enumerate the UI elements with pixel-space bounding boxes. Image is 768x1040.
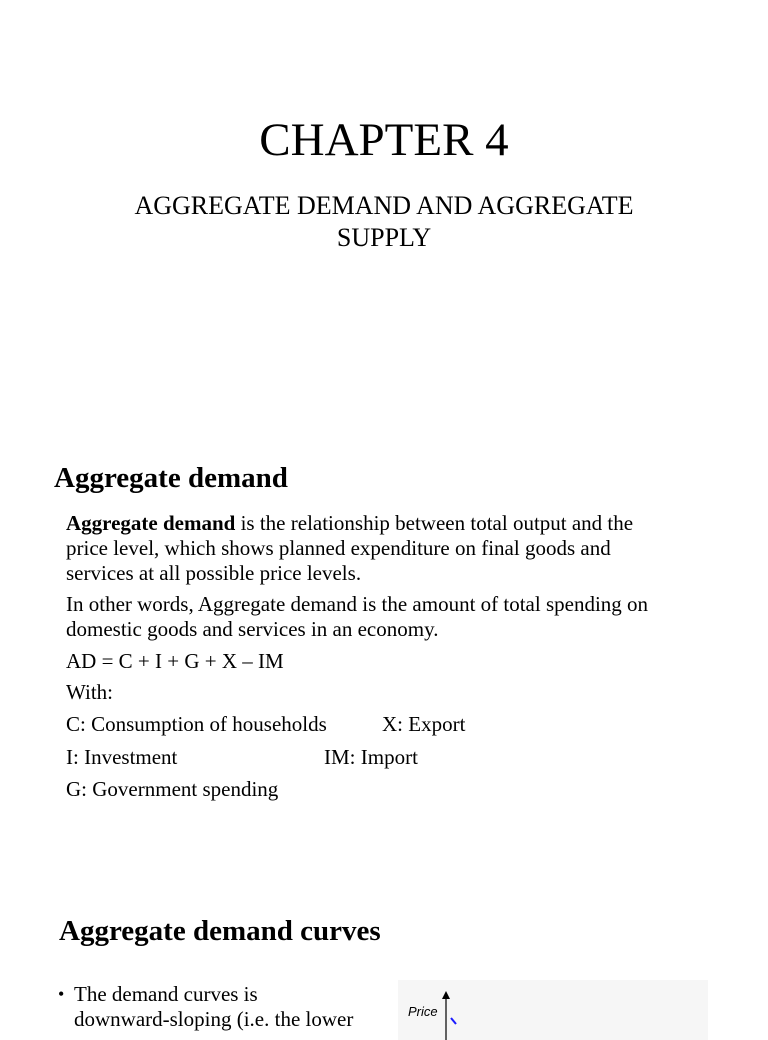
term-consumption: C: Consumption of households	[66, 712, 327, 736]
term-export: X: Export	[382, 712, 466, 736]
definition-paragraph	[66, 511, 706, 586]
subtitle-line: SUPPLY	[336, 223, 432, 252]
demand-curve-graph	[398, 980, 708, 1040]
definition-line: services at all possible price levels.	[66, 561, 362, 585]
chapter-subtitle	[0, 190, 768, 254]
term-investment: I: Investment	[66, 745, 178, 769]
other-words-paragraph	[66, 592, 706, 642]
ad-formula: AD = C + I + G + X – IM	[66, 649, 284, 673]
definition-term: Aggregate demand	[66, 511, 236, 535]
bullet-icon: •	[58, 984, 65, 1004]
price-axis-arrow	[398, 980, 708, 1040]
subtitle-line: AGGREGATE DEMAND AND AGGREGATE	[134, 191, 634, 220]
chapter-title: CHAPTER 4	[259, 114, 509, 166]
price-axis-label: Price	[408, 1004, 438, 1019]
with-label: With:	[66, 680, 113, 704]
other-words-line: domestic goods and services in an economy.	[66, 617, 439, 641]
definition-line	[66, 511, 706, 536]
definition-line: price level, which shows planned expenditure on final goods and	[66, 536, 611, 560]
bullet-line: The demand curves is	[74, 982, 258, 1006]
bullet-line: downward-sloping (i.e. the lower	[74, 1007, 354, 1031]
definition-rest: is the relationship between total output and the	[235, 511, 634, 535]
term-government: G: Government spending	[66, 777, 279, 801]
aggregate-demand-heading: Aggregate demand	[54, 462, 288, 494]
other-words-line: In other words, Aggregate demand is the amount of total spending on	[66, 592, 649, 616]
term-import: IM: Import	[324, 745, 418, 769]
demand-curves-heading: Aggregate demand curves	[59, 915, 381, 947]
